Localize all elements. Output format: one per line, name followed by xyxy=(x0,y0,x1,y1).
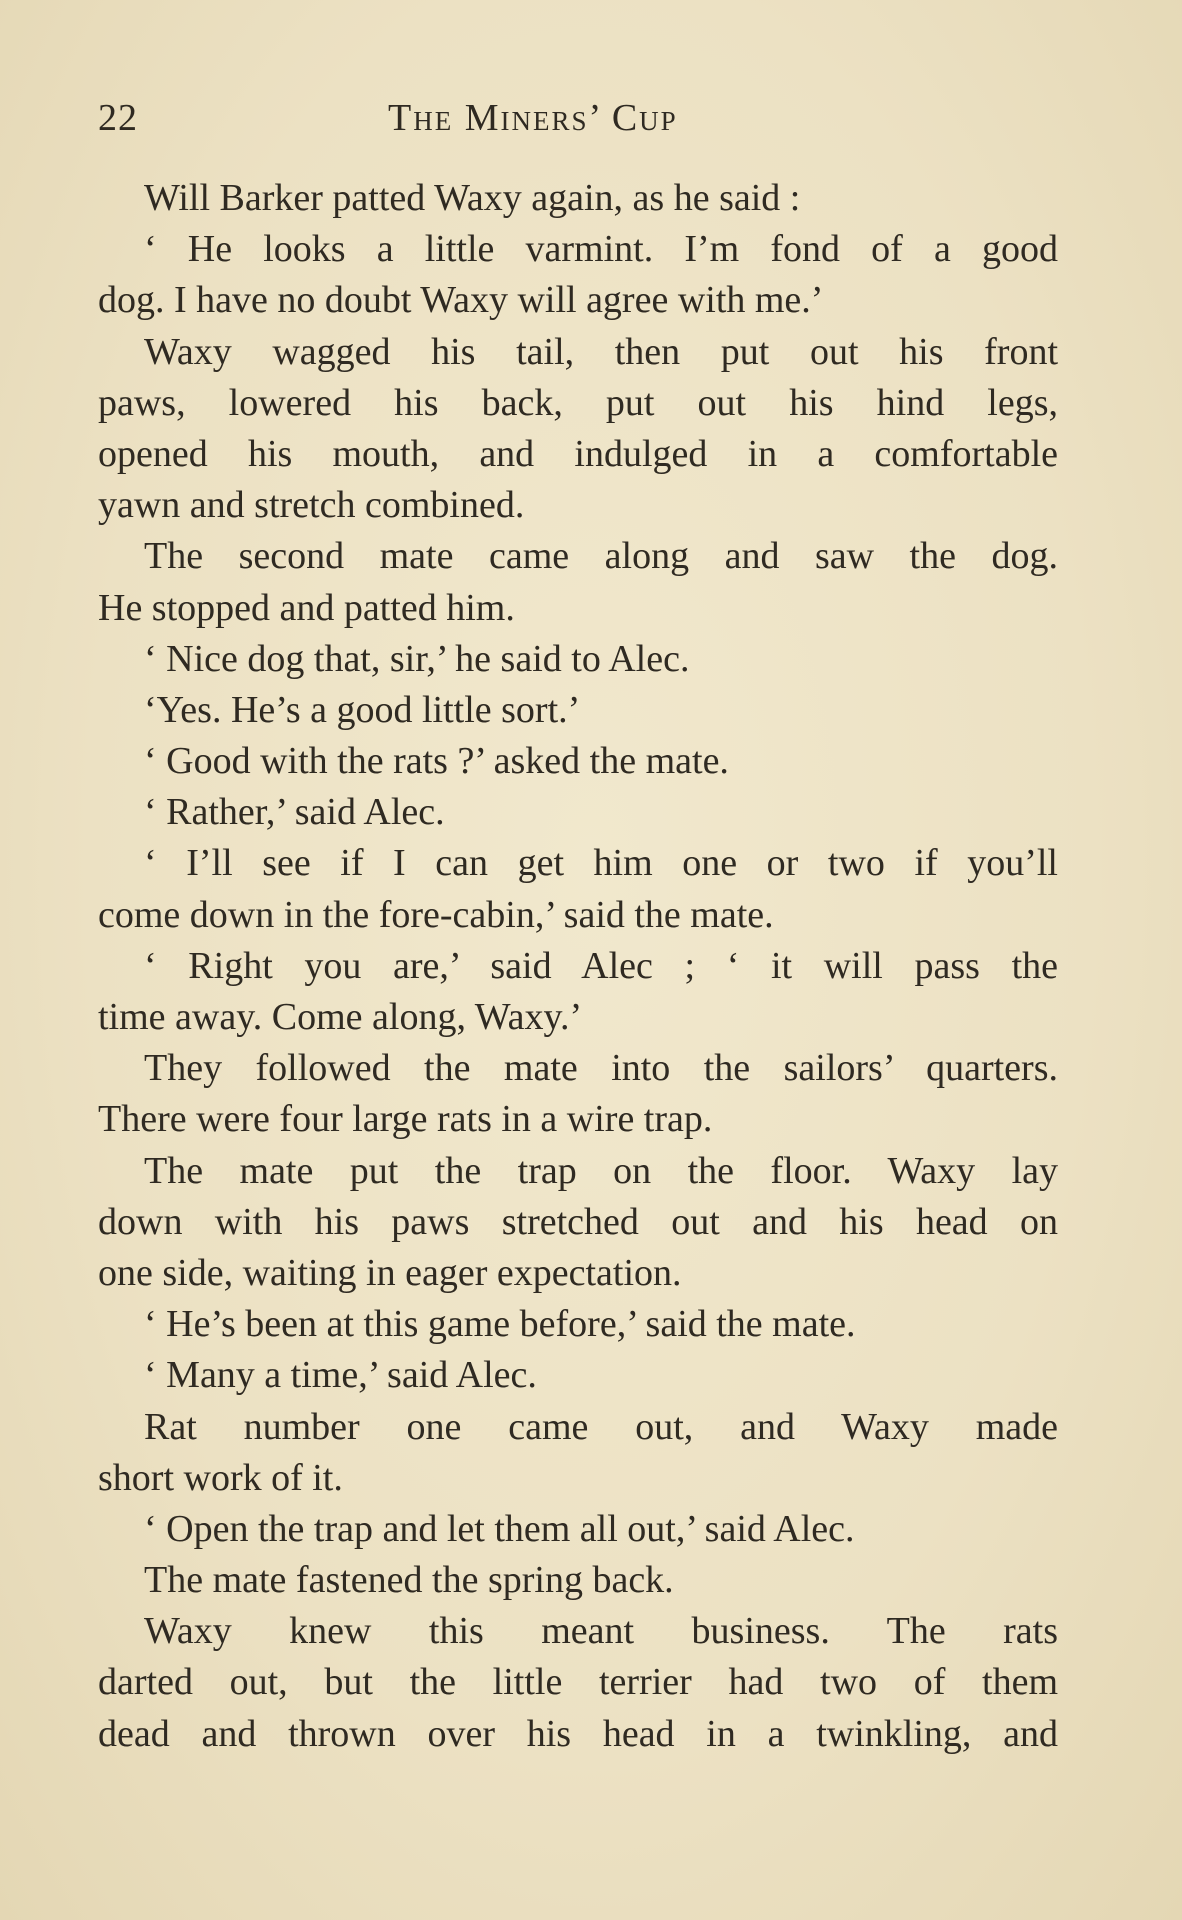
text-line: dead and thrown over his head in a twinkling, and xyxy=(98,1712,1058,1755)
text-line: down with his paws stretched out and his head on xyxy=(98,1200,1058,1243)
text-line: ‘ Nice dog that, sir,’ he said to Alec. xyxy=(144,637,690,680)
text-line: The mate put the trap on the floor. Waxy lay xyxy=(144,1149,1058,1192)
text-line: ‘ Rather,’ said Alec. xyxy=(144,791,445,834)
text-line: ‘ Open the trap and let them all out,’ said Alec. xyxy=(144,1507,855,1550)
text-line: ‘ I’ll see if I can get him one or two if you’ll xyxy=(144,842,1058,885)
text-line: Waxy knew this meant business. The rats xyxy=(144,1610,1058,1653)
text-line: darted out, but the little terrier had two of them xyxy=(98,1661,1058,1704)
text-line: short work of it. xyxy=(98,1456,343,1499)
text-line: one side, waiting in eager expectation. xyxy=(98,1251,682,1294)
text-line: paws, lowered his back, put out his hind legs, xyxy=(98,381,1058,424)
running-title: The Miners’ Cup xyxy=(388,97,678,139)
text-line: dog. I have no doubt Waxy will agree with me.’ xyxy=(98,279,824,322)
text-line: Will Barker patted Waxy again, as he said : xyxy=(144,177,801,219)
text-line: He stopped and patted him. xyxy=(98,586,515,629)
text-line: ‘ He looks a little varmint. I’m fond of a good xyxy=(144,228,1058,271)
text-line: come down in the fore-cabin,’ said the mate. xyxy=(98,893,774,936)
text-line: There were four large rats in a wire trap. xyxy=(98,1098,713,1141)
text-line: ‘ Right you are,’ said Alec ; ‘ it will pass the xyxy=(144,944,1058,987)
text-line: Waxy wagged his tail, then put out his front xyxy=(144,330,1058,373)
body-text xyxy=(98,173,1058,1760)
text-line: The mate fastened the spring back. xyxy=(144,1559,674,1602)
text-line: yawn and stretch combined. xyxy=(98,484,525,527)
text-line: opened his mouth, and indulged in a comfortable xyxy=(98,432,1058,475)
text-line: ‘ Many a time,’ said Alec. xyxy=(144,1354,537,1397)
text-line: ‘Yes. He’s a good little sort.’ xyxy=(144,688,581,731)
page-header xyxy=(98,96,1058,148)
text-line: ‘ He’s been at this game before,’ said the mate. xyxy=(144,1303,856,1346)
text-line: ‘ Good with the rats ?’ asked the mate. xyxy=(144,740,729,783)
text-line: They followed the mate into the sailors’ quarters. xyxy=(144,1047,1058,1090)
text-line: time away. Come along, Waxy.’ xyxy=(98,996,583,1038)
text-line: The second mate came along and saw the dog. xyxy=(144,535,1058,578)
page-number: 22 xyxy=(98,97,138,139)
text-line: Rat number one came out, and Waxy made xyxy=(144,1405,1058,1448)
